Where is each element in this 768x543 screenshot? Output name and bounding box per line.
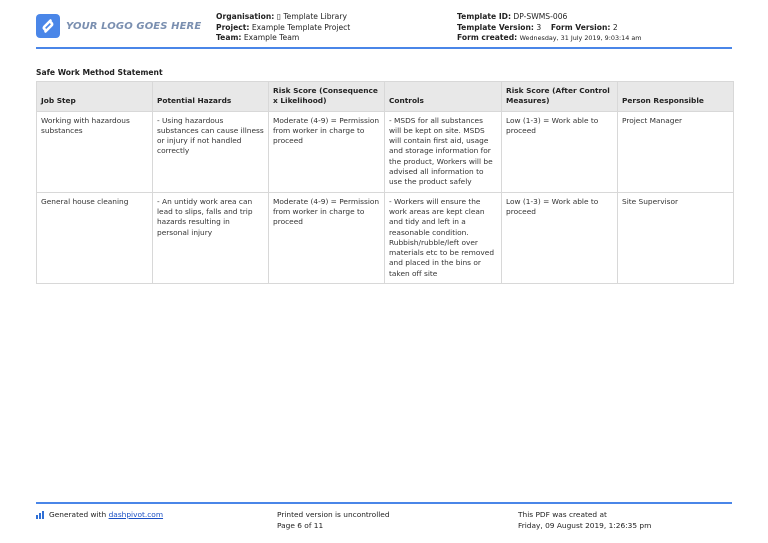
- table-row: [37, 192, 734, 283]
- organisation-value: ▯ Template Library: [276, 12, 347, 21]
- document-header: [36, 0, 732, 50]
- project-value: Example Template Project: [251, 22, 351, 32]
- cell-person: Project Manager: [618, 111, 734, 192]
- cell-controls: - Workers will ensure the work areas are kept clean and tidy and left in a reasonable condition. Rubbish/rubble/left over materials etc to be removed and placed in the bins or taken off site: [385, 192, 502, 283]
- organisation-label: Organisation:: [216, 12, 275, 21]
- template-meta: [457, 12, 641, 44]
- logo-text: YOUR LOGO GOES HERE: [66, 20, 202, 32]
- footer-page-info: [277, 510, 390, 531]
- footer-divider: [36, 502, 732, 504]
- form-created-line: [457, 33, 641, 44]
- page-number: Page 6 of 11: [277, 520, 324, 530]
- cell-job-step: General house cleaning: [37, 192, 153, 283]
- template-id-line: [457, 12, 641, 23]
- pdf-created-label: This PDF was created at: [518, 510, 607, 519]
- footer-generated: [36, 510, 163, 521]
- header-divider: [36, 47, 732, 49]
- cell-hazards: - An untidy work area can lead to slips, falls and trip hazards resulting in personal injury: [153, 192, 269, 283]
- template-id-value: DP-SWMS-006: [513, 12, 568, 21]
- project-line: [216, 23, 350, 34]
- column-header-person: Person Responsible: [618, 82, 734, 112]
- column-header-risk-after: Risk Score (After Control Measures): [502, 82, 618, 112]
- cell-risk-after: Low (1-3) = Work able to proceed: [502, 111, 618, 192]
- column-header-controls: Controls: [385, 82, 502, 112]
- column-header-hazards: Potential Hazards: [153, 82, 269, 112]
- generated-prefix: Generated with: [49, 510, 109, 519]
- cell-hazards: - Using hazardous substances can cause illness or injury if not handled correctly: [153, 111, 269, 192]
- dashpivot-logo-icon: [36, 511, 44, 519]
- form-created-value: Wednesday, 31 July 2019, 9:03:14 am: [519, 34, 642, 42]
- version-line: [457, 23, 641, 34]
- org-meta: [216, 12, 350, 44]
- cell-risk-before: Moderate (4-9) = Permission from worker in charge to proceed: [269, 111, 385, 192]
- uncontrolled-notice: Printed version is uncontrolled: [277, 510, 390, 519]
- footer-pdf-created: [518, 510, 651, 531]
- cell-risk-after: Low (1-3) = Work able to proceed: [502, 192, 618, 283]
- cell-controls: - MSDS for all substances will be kept on site. MSDS will contain first aid, usage and storage information for the product, Workers will be advised all information to use the product safely: [385, 111, 502, 192]
- cell-job-step: Working with hazardous substances: [37, 111, 153, 192]
- form-version-label: Form Version:: [550, 22, 611, 32]
- cell-person: Site Supervisor: [618, 192, 734, 283]
- template-version-value: 3: [536, 22, 542, 32]
- cell-risk-before: Moderate (4-9) = Permission from worker in charge to proceed: [269, 192, 385, 283]
- section-title: Safe Work Method Statement: [36, 68, 163, 77]
- team-value: Example Team: [243, 33, 300, 42]
- project-label: Project:: [216, 22, 250, 32]
- form-version-value: 2: [612, 22, 618, 32]
- table-row: [37, 111, 734, 192]
- dashpivot-link[interactable]: dashpivot.com: [108, 510, 164, 519]
- logo: [36, 14, 201, 38]
- table-header-row: [37, 82, 734, 112]
- template-id-label: Template ID:: [457, 12, 511, 21]
- team-line: [216, 33, 350, 44]
- form-created-label: Form created:: [457, 33, 518, 42]
- pdf-created-value: Friday, 09 August 2019, 1:26:35 pm: [518, 520, 652, 530]
- organisation-line: [216, 12, 350, 23]
- swms-table: [36, 81, 734, 284]
- column-header-risk-before: Risk Score (Consequence x Likelihood): [269, 82, 385, 112]
- team-label: Team:: [216, 33, 242, 42]
- template-version-label: Template Version:: [457, 22, 534, 32]
- column-header-job-step: Job Step: [37, 82, 153, 112]
- logo-icon: [36, 14, 60, 38]
